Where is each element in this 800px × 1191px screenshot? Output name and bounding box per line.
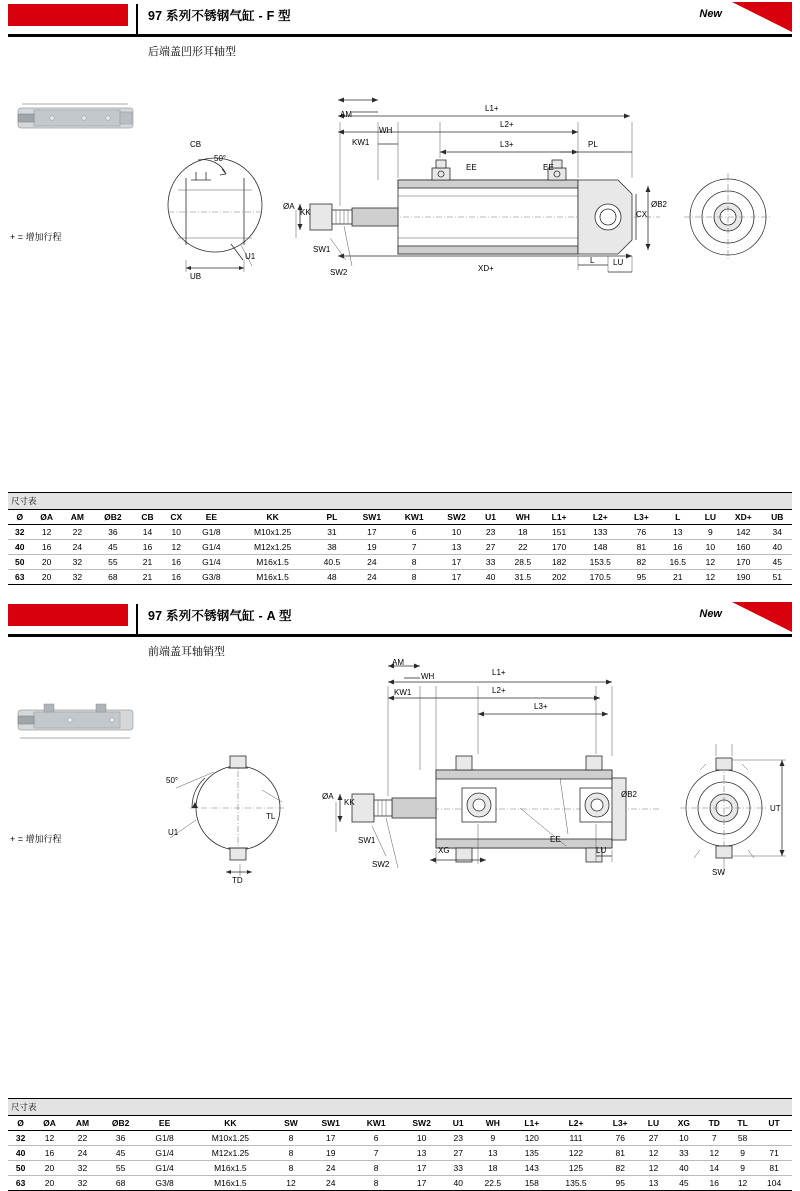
cell: M16x1.5 (187, 1161, 274, 1176)
cell: 45 (93, 540, 133, 555)
cell: 28.5 (504, 555, 542, 570)
cell: G1/4 (142, 1161, 187, 1176)
cell: 32 (62, 555, 93, 570)
col-header: XG (668, 1116, 699, 1131)
label-KW1-2: KW1 (394, 688, 412, 697)
cell: 40 (8, 540, 32, 555)
cell: 120 (513, 1131, 550, 1146)
cell: 55 (93, 555, 133, 570)
cell: 158 (513, 1176, 550, 1191)
cell: 38 (313, 540, 351, 555)
label-OB2-2: ØB2 (621, 790, 638, 799)
col-header: AM (66, 1116, 100, 1131)
cell: 12 (33, 1131, 65, 1146)
dimension-table-a (8, 1098, 792, 1191)
cell: 122 (550, 1146, 601, 1161)
cell: M12x1.25 (232, 540, 313, 555)
col-header: LU (639, 1116, 668, 1131)
cell: 50 (8, 1161, 33, 1176)
cell: 170 (724, 555, 762, 570)
cell: 24 (62, 540, 93, 555)
cell: 142 (724, 525, 762, 540)
cell: 58 (729, 1131, 756, 1146)
red-accent-block-2 (8, 604, 128, 626)
cell: M16x1.5 (232, 570, 313, 585)
col-header: PL (313, 510, 351, 525)
cell: M16x1.5 (187, 1176, 274, 1191)
cell: 16.5 (659, 555, 697, 570)
cell: M10x1.25 (232, 525, 313, 540)
label-angle-50: 50° (214, 154, 227, 163)
cell: 48 (313, 570, 351, 585)
cell: 20 (33, 1176, 65, 1191)
cell: 33 (444, 1161, 472, 1176)
cell: 45 (99, 1146, 142, 1161)
red-corner-triangle (732, 2, 792, 32)
product-photo-icon (18, 104, 133, 128)
label-WH: WH (379, 126, 393, 135)
cell: 12 (729, 1176, 756, 1191)
cell: 10 (668, 1131, 699, 1146)
cell: M10x1.25 (187, 1131, 274, 1146)
label-KK-2: KK (344, 798, 355, 807)
cell: 135 (513, 1146, 550, 1161)
col-header: SW (274, 1116, 309, 1131)
cell: 10 (162, 525, 190, 540)
cell: 9 (697, 525, 724, 540)
label-UT: UT (770, 804, 781, 813)
label-LU: LU (613, 258, 624, 267)
cell: 8 (353, 1176, 399, 1191)
col-header: UB (763, 510, 792, 525)
col-header: KK (232, 510, 313, 525)
col-header: KK (187, 1116, 274, 1131)
cell: 21 (133, 555, 162, 570)
cell (756, 1131, 792, 1146)
table-row (8, 570, 792, 585)
label-angle-50-2: 50° (166, 776, 179, 785)
section-a-type (0, 600, 800, 1191)
cell: 32 (8, 525, 32, 540)
cell: M12x1.25 (187, 1146, 274, 1161)
cell: 17 (399, 1161, 444, 1176)
cell: 23 (444, 1131, 472, 1146)
label-L2: L2+ (500, 120, 514, 129)
label-SW2: SW2 (330, 268, 348, 277)
cell: 125 (550, 1161, 601, 1176)
red-corner-triangle-2 (732, 602, 792, 632)
cell: 135.5 (550, 1176, 601, 1191)
cell: 40 (444, 1176, 472, 1191)
cell: 24 (66, 1146, 100, 1161)
cell: 8 (274, 1146, 309, 1161)
header-divider-2 (136, 604, 138, 634)
cell: 133 (576, 525, 624, 540)
cell: 16 (162, 570, 190, 585)
label-OB2: ØB2 (651, 200, 668, 209)
cell: 19 (308, 1146, 353, 1161)
cell: 13 (472, 1146, 513, 1161)
cell: 12 (697, 570, 724, 585)
cell: 6 (353, 1131, 399, 1146)
col-header: UT (756, 1116, 792, 1131)
cell: 76 (624, 525, 659, 540)
label-L1: L1+ (485, 104, 499, 113)
label-TL: TL (266, 812, 276, 821)
cell: 20 (32, 570, 62, 585)
end-view-f (684, 173, 772, 261)
cell: 21 (659, 570, 697, 585)
cell: 24 (308, 1176, 353, 1191)
label-OA: ØA (283, 202, 295, 211)
cell: 68 (99, 1176, 142, 1191)
cell: 33 (668, 1146, 699, 1161)
cell: 31.5 (504, 570, 542, 585)
cell: 81 (602, 1146, 639, 1161)
label-AM-2: AM (392, 658, 404, 667)
cell: 14 (700, 1161, 729, 1176)
col-header: EE (142, 1116, 187, 1131)
cell: 71 (756, 1146, 792, 1161)
cell: 51 (763, 570, 792, 585)
col-header: XD+ (724, 510, 762, 525)
stroke-note-2: + = 增加行程 (10, 834, 62, 844)
cell: G3/8 (142, 1176, 187, 1191)
stroke-note: + = 增加行程 (10, 232, 62, 242)
table-caption: 尺寸表 (8, 493, 792, 510)
cell: 40.5 (313, 555, 351, 570)
col-header: TL (729, 1116, 756, 1131)
table-row (8, 1176, 792, 1191)
cell: 23 (477, 525, 503, 540)
col-header: U1 (444, 1116, 472, 1131)
col-header: L2+ (550, 1116, 601, 1131)
cell: G1/8 (142, 1131, 187, 1146)
col-header: KW1 (393, 510, 436, 525)
cell: G3/8 (190, 570, 232, 585)
col-header: WH (504, 510, 542, 525)
cell: M16x1.5 (232, 555, 313, 570)
cell: 19 (351, 540, 393, 555)
label-EE-3: EE (550, 835, 561, 844)
col-header: ØB2 (93, 510, 133, 525)
cell: 148 (576, 540, 624, 555)
cell: 170.5 (576, 570, 624, 585)
page-title-2: 97 系列不锈钢气缸 - A 型 (148, 609, 292, 623)
col-header: LU (697, 510, 724, 525)
cell: 27 (477, 540, 503, 555)
col-header: KW1 (353, 1116, 399, 1131)
label-XG: XG (438, 846, 450, 855)
label-CB: CB (190, 140, 202, 149)
cell: 10 (399, 1131, 444, 1146)
cell: 63 (8, 570, 32, 585)
cell: 22.5 (472, 1176, 513, 1191)
table-row (8, 1161, 792, 1176)
label-KW1: KW1 (352, 138, 370, 147)
cell: 20 (32, 555, 62, 570)
cell: 18 (504, 525, 542, 540)
cell: 24 (308, 1161, 353, 1176)
cell: 63 (8, 1176, 33, 1191)
table-row (8, 525, 792, 540)
label-L2-2: L2+ (492, 686, 506, 695)
cell: 31 (313, 525, 351, 540)
col-header: Ø (8, 510, 32, 525)
cell: 95 (602, 1176, 639, 1191)
cell: 32 (66, 1176, 100, 1191)
cell: 82 (602, 1161, 639, 1176)
table-row (8, 540, 792, 555)
cell: 151 (542, 525, 577, 540)
header-rule-2 (8, 634, 792, 637)
section-subtitle-2: 前端盖耳轴销型 (148, 646, 225, 658)
cell: 182 (542, 555, 577, 570)
label-U1-2: U1 (168, 828, 179, 837)
cell: 16 (32, 540, 62, 555)
cell: 40 (668, 1161, 699, 1176)
cell: 190 (724, 570, 762, 585)
col-header: L3+ (624, 510, 659, 525)
cell: 24 (351, 555, 393, 570)
cell: 36 (93, 525, 133, 540)
header-divider (136, 4, 138, 34)
technical-drawing-f (0, 60, 800, 300)
col-header: ØB2 (99, 1116, 142, 1131)
cell: 76 (602, 1131, 639, 1146)
cell: 111 (550, 1131, 601, 1146)
cell: 55 (99, 1161, 142, 1176)
label-TD: TD (232, 876, 243, 885)
cell: 17 (351, 525, 393, 540)
cell: 40 (477, 570, 503, 585)
label-L3: L3+ (500, 140, 514, 149)
cell: 12 (162, 540, 190, 555)
label-SW-2: SW (712, 868, 725, 877)
cell: 12 (700, 1146, 729, 1161)
cell: 202 (542, 570, 577, 585)
label-EE-2: EE (543, 163, 554, 172)
cell: 143 (513, 1161, 550, 1176)
cell: 12 (274, 1176, 309, 1191)
cell: 8 (353, 1161, 399, 1176)
label-CX: CX (636, 210, 648, 219)
header-rule (8, 34, 792, 37)
col-header: Ø (8, 1116, 33, 1131)
cell: 17 (436, 555, 478, 570)
col-header: ØA (32, 510, 62, 525)
cell: 9 (472, 1131, 513, 1146)
col-header: SW2 (436, 510, 478, 525)
cell: 8 (274, 1161, 309, 1176)
red-accent-block (8, 4, 128, 26)
cell: 40 (763, 540, 792, 555)
cell: 9 (729, 1146, 756, 1161)
label-WH-2: WH (421, 672, 435, 681)
cell: 16 (33, 1146, 65, 1161)
cell: 22 (66, 1131, 100, 1146)
cell: 22 (62, 525, 93, 540)
cell: 24 (351, 570, 393, 585)
cell: 8 (393, 570, 436, 585)
label-XD: XD+ (478, 264, 494, 273)
cell: 17 (308, 1131, 353, 1146)
cell: 13 (659, 525, 697, 540)
cell: 50 (8, 555, 32, 570)
table-caption-2: 尺寸表 (8, 1099, 792, 1116)
cell: 7 (393, 540, 436, 555)
cell: 16 (700, 1176, 729, 1191)
dimension-table-f (8, 492, 792, 585)
cell: G1/4 (142, 1146, 187, 1161)
cell: 7 (353, 1146, 399, 1161)
cell: 81 (624, 540, 659, 555)
cell: 17 (436, 570, 478, 585)
col-header: L1+ (513, 1116, 550, 1131)
col-header: L2+ (576, 510, 624, 525)
label-L3-2: L3+ (534, 702, 548, 711)
col-header: L3+ (602, 1116, 639, 1131)
cell: 40 (8, 1146, 33, 1161)
label-EE-1: EE (466, 163, 477, 172)
col-header: SW1 (351, 510, 393, 525)
label-OA-2: ØA (322, 792, 334, 801)
cell: G1/4 (190, 540, 232, 555)
col-header: EE (190, 510, 232, 525)
cell: 160 (724, 540, 762, 555)
label-LU-2: LU (596, 846, 607, 855)
new-badge-2: New (699, 608, 722, 620)
new-badge: New (699, 8, 722, 20)
cell: 32 (8, 1131, 33, 1146)
col-header: CB (133, 510, 162, 525)
label-KK: KK (300, 208, 311, 217)
cell: G1/4 (190, 555, 232, 570)
cell: 10 (697, 540, 724, 555)
cell: 170 (542, 540, 577, 555)
cell: 16 (133, 540, 162, 555)
cell: 32 (62, 570, 93, 585)
label-SW1-2: SW1 (358, 836, 376, 845)
col-header: CX (162, 510, 190, 525)
section-f-type (0, 0, 800, 590)
label-U1: U1 (245, 252, 256, 261)
label-SW1: SW1 (313, 245, 331, 254)
cell: 33 (477, 555, 503, 570)
cell: 16 (162, 555, 190, 570)
cell: 6 (393, 525, 436, 540)
col-header: SW1 (308, 1116, 353, 1131)
cell: 12 (639, 1161, 668, 1176)
cell: 32 (66, 1161, 100, 1176)
cell: 153.5 (576, 555, 624, 570)
col-header: U1 (477, 510, 503, 525)
product-photo-icon-2 (18, 704, 133, 738)
label-L: L (590, 256, 595, 265)
cell: 27 (444, 1146, 472, 1161)
cell: 18 (472, 1161, 513, 1176)
cell: 16 (659, 540, 697, 555)
col-header: WH (472, 1116, 513, 1131)
section-subtitle: 后端盖凹形耳轴型 (148, 46, 236, 58)
col-header: SW2 (399, 1116, 444, 1131)
cell: 8 (393, 555, 436, 570)
cell: 21 (133, 570, 162, 585)
cell: 13 (639, 1176, 668, 1191)
table-row (8, 1131, 792, 1146)
section-header (0, 0, 800, 46)
cell: 20 (33, 1161, 65, 1176)
cell: 13 (436, 540, 478, 555)
col-header: L1+ (542, 510, 577, 525)
col-header: L (659, 510, 697, 525)
cell: 22 (504, 540, 542, 555)
cell: 12 (32, 525, 62, 540)
cell: 13 (399, 1146, 444, 1161)
cell: 104 (756, 1176, 792, 1191)
col-header: TD (700, 1116, 729, 1131)
cell: 34 (763, 525, 792, 540)
cell: 95 (624, 570, 659, 585)
cell: 45 (763, 555, 792, 570)
cell: 12 (639, 1146, 668, 1161)
cell: 12 (697, 555, 724, 570)
cell: 45 (668, 1176, 699, 1191)
cell: 9 (729, 1161, 756, 1176)
cell: 17 (399, 1176, 444, 1191)
table-row (8, 555, 792, 570)
cell: 36 (99, 1131, 142, 1146)
cell: G1/8 (190, 525, 232, 540)
cell: 81 (756, 1161, 792, 1176)
table-row (8, 1146, 792, 1161)
label-UB: UB (190, 272, 202, 281)
label-L1-2: L1+ (492, 668, 506, 677)
label-AM: AM (340, 110, 352, 119)
cell: 68 (93, 570, 133, 585)
technical-drawing-a (0, 660, 800, 920)
section-header-2 (0, 600, 800, 646)
cell: 82 (624, 555, 659, 570)
cell: 14 (133, 525, 162, 540)
label-SW2-2: SW2 (372, 860, 390, 869)
cell: 7 (700, 1131, 729, 1146)
label-PL: PL (588, 140, 598, 149)
col-header: ØA (33, 1116, 65, 1131)
cell: 10 (436, 525, 478, 540)
cell: 27 (639, 1131, 668, 1146)
cylinder-assembly-f (296, 98, 660, 273)
cell: 8 (274, 1131, 309, 1146)
page-title: 97 系列不锈钢气缸 - F 型 (148, 9, 291, 23)
col-header: AM (62, 510, 93, 525)
